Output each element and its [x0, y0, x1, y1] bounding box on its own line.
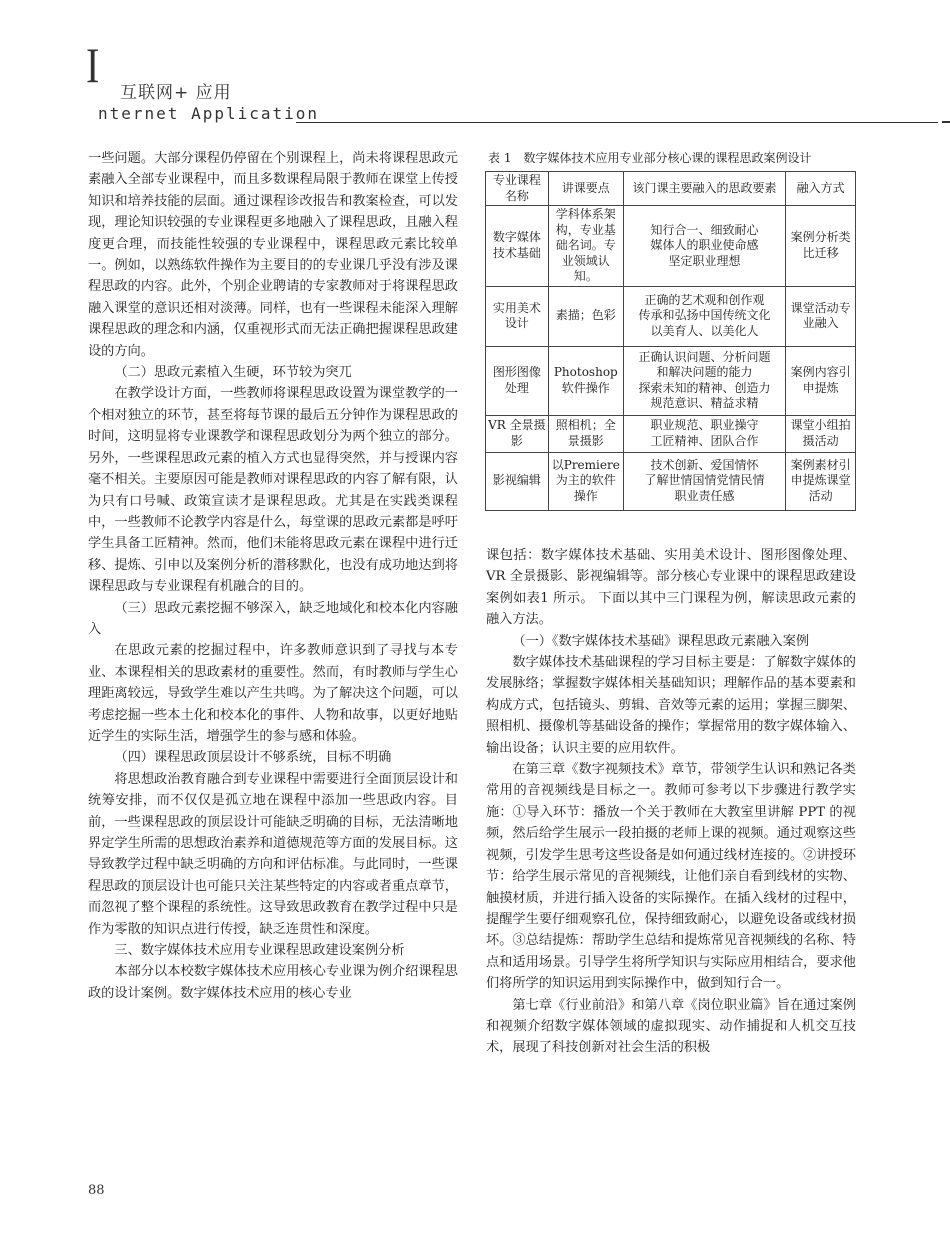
- body-paragraph: 在第三章《数字视频技术》章节，带领学生认识和熟记各类常用的音视频线是目标之一。教师可参考以下步骤进行教学实施：①导入环节：播放一个关于教师在大教室里讲解 PPT 的视频，然后给学生展示一段拍摄的老师上课的视频。通过观察这些视频，引发学生思考这些设备是如何通过线材连接的。②讲授环节：给学生展示常见的音视频线，让他们亲自看到线材的实物、触摸材质，并进行插入设备的实际操作。在插入线材的过程中，提醒学生要仔细观察孔位，保持细致耐心，以避免设备或线材损坏。③总结提炼：帮助学生总结和提炼常见音视频线的名称、特点和适用场景。引导学生将所学知识与实际应用相结合，要求他们将所学的知识运用到实际操作中，做到知行合一。: [486, 762, 856, 992]
- course-name-cell: 实用美术设计: [486, 286, 549, 346]
- table-header-cell: 讲课要点: [548, 172, 623, 206]
- ideological-elements-cell: [623, 415, 785, 452]
- body-paragraph: 在思政元素的挖掘过程中，许多教师意识到了寻找与本专业、本课程相关的思政素材的重要性。然而，有时教师与学生心理距离较远，导致学生难以产生共鸣。为了解决这个问题，可以考虑挖掘一些本土化和校本化的事件、人物和故事，以更好地贴近学生的实际生活，增强学生的参与感和体验。: [88, 643, 458, 744]
- table-header-cell: 融入方式: [786, 172, 856, 206]
- table-row: [486, 286, 856, 346]
- header-initial-letter: I: [86, 37, 100, 93]
- table-caption: 表 1 数字媒体技术应用专业部分核心课的课程思政案例设计: [488, 151, 812, 165]
- element-line: 工匠精神、团队合作: [650, 433, 759, 448]
- body-paragraph: 课包括：数字媒体技术基础、实用美术设计、图形图像处理、VR 全景摄影、影视编辑等。部分核心专业课中的课程思政建设案例如表1 所示。 下面以其中三门课程为例，解读思政元素的融入方法。: [486, 548, 856, 628]
- table-row: [486, 415, 856, 452]
- element-line: 规范意识、精益求精: [650, 396, 759, 410]
- lecture-points-cell: 学科体系架构，专业基础名词。专业领域认知。: [548, 206, 623, 287]
- table-header-cell: 该门课主要融入的思政要素: [623, 172, 785, 206]
- header-rule-end-mark: [942, 121, 950, 123]
- header-english-title: nternet Application: [98, 104, 320, 123]
- table-row: [486, 206, 856, 287]
- integration-method-cell: 课堂小组拍摄活动: [786, 415, 856, 452]
- lecture-points-cell: Photoshop软件操作: [548, 346, 623, 415]
- body-paragraph: 将思想政治教育融合到专业课程中需要进行全面顶层设计和统筹安排，而不仅仅是孤立地在课程中添加一些思政内容。目前，一些课程思政的顶层设计可能缺乏明确的目标，无法清晰地界定学生所需的思想政治素养和道德规范等方面的发展目标。这导致教学过程中缺乏明确的方向和评估标准。与此同时，一些课程思政的顶层设计也可能只关注某些特定的内容或者重点章节，而忽视了整个课程的系统性。这导致思政教育在教学过程中只是作为零散的知识点进行传授，缺乏连贯性和深度。: [88, 771, 458, 937]
- integration-method-cell: 案例分析类比迁移: [786, 206, 856, 287]
- element-line: 以美育人、以美化人: [650, 323, 759, 338]
- body-paragraph: 数字媒体技术基础课程的学习目标主要是：了解数字媒体的发展脉络；掌握数字媒体相关基础知识；理解作品的基本要素和构成方式，包括镜头、剪辑、音效等元素的运用；掌握三脚架、照相机、摄像机等基础设备的操作；掌握常用的数字媒体输入、输出设备；认识主要的应用软件。: [486, 655, 856, 756]
- integration-method-cell: 课堂活动专业融入: [786, 286, 856, 346]
- course-name-cell: VR 全景摄影: [486, 415, 549, 452]
- body-paragraph: 三、数字媒体技术应用专业课程思政建设案例分析: [114, 943, 405, 959]
- table-row: [486, 346, 856, 415]
- ideological-elements-cell: [623, 286, 785, 346]
- element-line: 传承和弘扬中国传统文化: [638, 308, 771, 323]
- header-rule: [296, 122, 938, 123]
- running-header: [86, 37, 950, 130]
- course-name-cell: 图形图像处理: [486, 346, 549, 415]
- section-heading: （三）思政元素挖掘不够深入，缺乏地域化和校本化内容融入: [88, 600, 458, 637]
- element-line: 正确的艺术观和创作观: [644, 292, 765, 307]
- table-row: [486, 452, 856, 510]
- section-heading: （四）课程思政顶层设计不够系统，目标不明确: [114, 750, 392, 766]
- right-text-column: [486, 545, 856, 1059]
- body-paragraph: 在教学设计方面，一些教师将课程思政设置为课堂教学的一个相对独立的环节，甚至将每节课的最后五分钟作为课程思政的时间，这明显将专业课教学和课程思政划分为两个独立的部分。另外，一些课程思政元素的植入方式也显得突然，并与授课内容毫不相关。主要原因可能是教师对课程思政的内容了解有限，认为只有口号喊、政策宣读才是课程思政。尤其是在实践类课程中，一些教师不论教学内容是什么，每堂课的思政元素都是呼吁学生具备工匠精神。然而，他们未能将思政元素在课程中进行迁移、提炼、引申以及案例分析的潜移默化，也没有成功地达到将课程思政与专业课程有机融合的目的。: [88, 386, 458, 595]
- element-line: 技术创新、爱国情怀: [650, 457, 759, 472]
- element-line: 和解决问题的能力: [656, 365, 753, 379]
- element-line: 坚定职业理想: [668, 253, 741, 268]
- element-line: 媒体人的职业使命感: [650, 238, 759, 252]
- element-line: 探索未知的精神、创造力: [638, 380, 771, 395]
- ideological-elements-cell: [623, 452, 785, 510]
- body-paragraph: 第七章《行业前沿》和第八章《岗位职业篇》旨在通过案例和视频介绍数字媒体领域的虚拟现实、动作捕捉和人机交互技术，展现了科技创新对社会生活的积极: [486, 997, 856, 1056]
- body-paragraph: 一些问题。大部分课程仍停留在个别课程上，尚未将课程思政元素融入全部专业课程中，而且多数课程局限于教师在课堂上传授知识和培养技能的层面。通过课程诊改报告和教案检查，可以发现，理论知识较强的专业课程更多地融入了课程思政，且融入程度更合理，而技能性较强的专业课程中，课程思政元素比较单一。例如，以熟练软件操作为主要目的的专业课几乎没有涉及课程思政的内容。此外，个别企业聘请的专家教师对于将课程思政融入课堂的意识还相对淡薄。同样，也有一些课程未能深入理解课程思政的理念和内涵，仅重视形式而无法正确把握课程思政建设的方向。: [88, 151, 458, 359]
- section-heading: （一）《数字媒体技术基础》课程思政元素融入案例: [512, 633, 810, 649]
- element-line: 职业责任感: [674, 488, 735, 503]
- course-name-cell: 数字媒体技术基础: [486, 206, 549, 287]
- ideological-elements-cell: [623, 346, 785, 415]
- left-text-column: [88, 148, 458, 1004]
- course-case-table: [485, 171, 856, 511]
- table-header-cell: 专业课程名称: [486, 172, 549, 206]
- lecture-points-cell: 以Premiere为主的软件操作: [548, 452, 623, 510]
- ideological-elements-cell: [623, 206, 785, 287]
- lecture-points-cell: 素描；色彩: [548, 286, 623, 346]
- body-paragraph: 本部分以本校数字媒体技术应用核心专业课为例介绍课程思政的设计案例。数字媒体技术应用的核心专业: [88, 964, 458, 1001]
- section-heading: （二）思政元素植入生硬，环节较为突兀: [114, 365, 352, 381]
- table-header-row: [486, 172, 856, 206]
- element-line: 了解世情国情党情民情: [644, 473, 765, 488]
- element-line: 职业规范、职业操守: [650, 418, 759, 432]
- page-number: 88: [88, 1183, 105, 1198]
- integration-method-cell: 案例素材引申提炼课堂活动: [786, 452, 856, 510]
- element-line: 正确认识问题、分析问题: [638, 349, 771, 364]
- lecture-points-cell: 照相机；全景摄影: [548, 415, 623, 452]
- course-name-cell: 影视编辑: [486, 452, 549, 510]
- header-section-title: 互联网+ 应用: [120, 83, 232, 103]
- integration-method-cell: 案例内容引申提炼: [786, 346, 856, 415]
- element-line: 知行合一、细致耐心: [650, 222, 759, 237]
